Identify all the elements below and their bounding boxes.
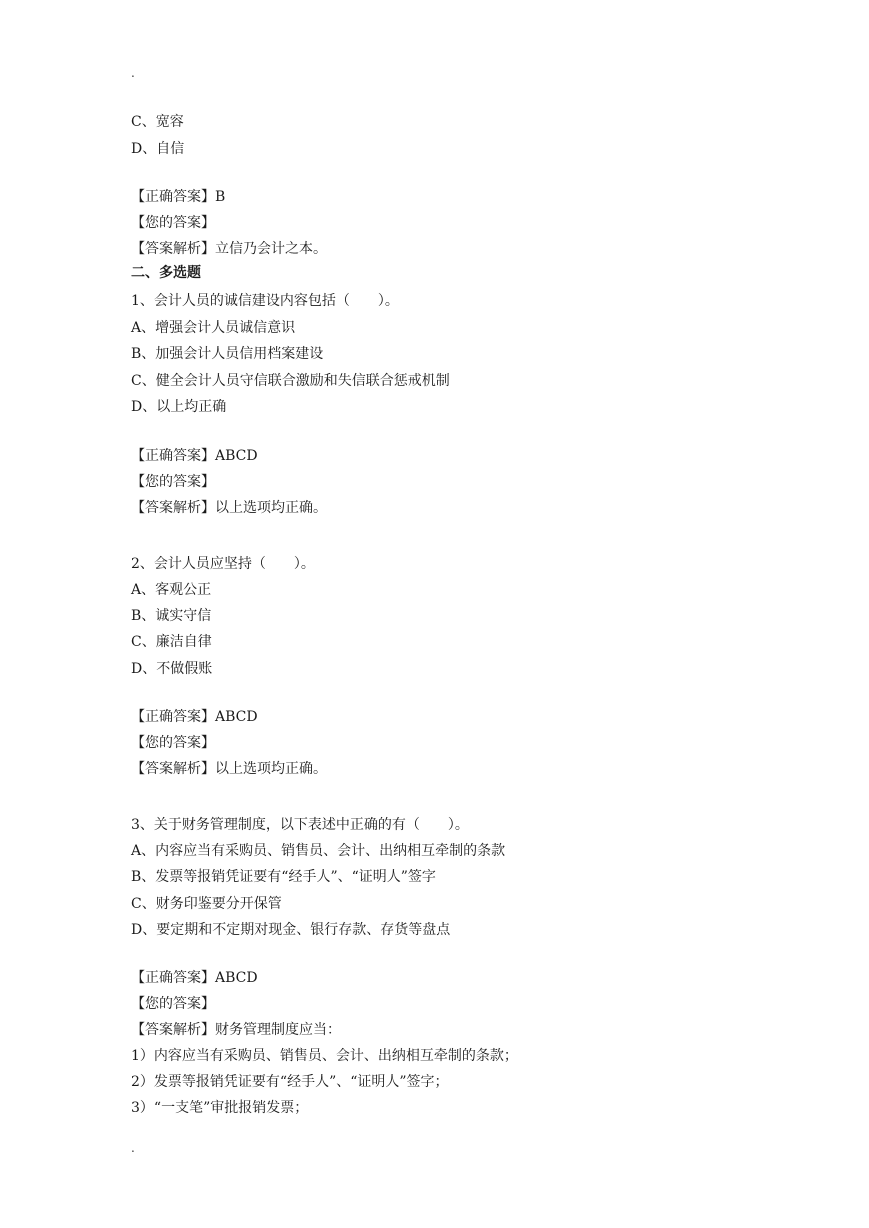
analysis-point-1: 1）内容应当有采购员、销售员、会计、出纳相互牵制的条款；	[131, 1048, 518, 1064]
correct-answer: 【正确答案】ABCD	[131, 970, 258, 986]
your-answer: 【您的答案】	[131, 215, 215, 231]
answer-analysis: 【答案解析】立信乃会计之本。	[131, 241, 327, 257]
option-c: C、健全会计人员守信联合激励和失信联合惩戒机制	[131, 373, 450, 389]
option-c: C、宽容	[131, 114, 184, 130]
option-c: C、财务印鉴要分开保管	[131, 896, 282, 912]
section-title: 二、多选题	[131, 265, 201, 281]
your-answer: 【您的答案】	[131, 474, 215, 490]
option-d: D、自信	[131, 141, 185, 157]
answer-analysis: 【答案解析】以上选项均正确。	[131, 500, 327, 516]
option-c: C、廉洁自律	[131, 634, 212, 650]
option-a: A、客观公正	[131, 582, 212, 598]
question-stem: 1、会计人员的诚信建设内容包括（ ）。	[131, 293, 399, 309]
option-a: A、内容应当有采购员、销售员、会计、出纳相互牵制的条款	[131, 843, 506, 859]
option-a: A、增强会计人员诚信意识	[131, 320, 296, 336]
footer-mark: .	[131, 1141, 135, 1155]
answer-analysis: 【答案解析】以上选项均正确。	[131, 761, 327, 777]
option-b: B、发票等报销凭证要有“经手人”、“证明人”签字	[131, 869, 436, 885]
header-mark: .	[131, 66, 135, 80]
your-answer: 【您的答案】	[131, 996, 215, 1012]
option-d: D、不做假账	[131, 661, 213, 677]
correct-answer: 【正确答案】B	[131, 189, 226, 205]
question-stem: 2、会计人员应坚持（ ）。	[131, 556, 315, 572]
correct-answer: 【正确答案】ABCD	[131, 709, 258, 725]
analysis-point-3: 3）“一支笔”审批报销发票；	[131, 1100, 309, 1116]
your-answer: 【您的答案】	[131, 735, 215, 751]
correct-answer: 【正确答案】ABCD	[131, 448, 258, 464]
question-stem: 3、关于财务管理制度，以下表述中正确的有（ ）。	[131, 817, 469, 833]
answer-analysis: 【答案解析】财务管理制度应当：	[131, 1022, 341, 1038]
option-d: D、要定期和不定期对现金、银行存款、存货等盘点	[131, 922, 451, 938]
analysis-point-2: 2）发票等报销凭证要有“经手人”、“证明人”签字；	[131, 1074, 449, 1090]
option-d: D、以上均正确	[131, 399, 227, 415]
option-b: B、加强会计人员信用档案建设	[131, 346, 324, 362]
option-b: B、诚实守信	[131, 608, 212, 624]
